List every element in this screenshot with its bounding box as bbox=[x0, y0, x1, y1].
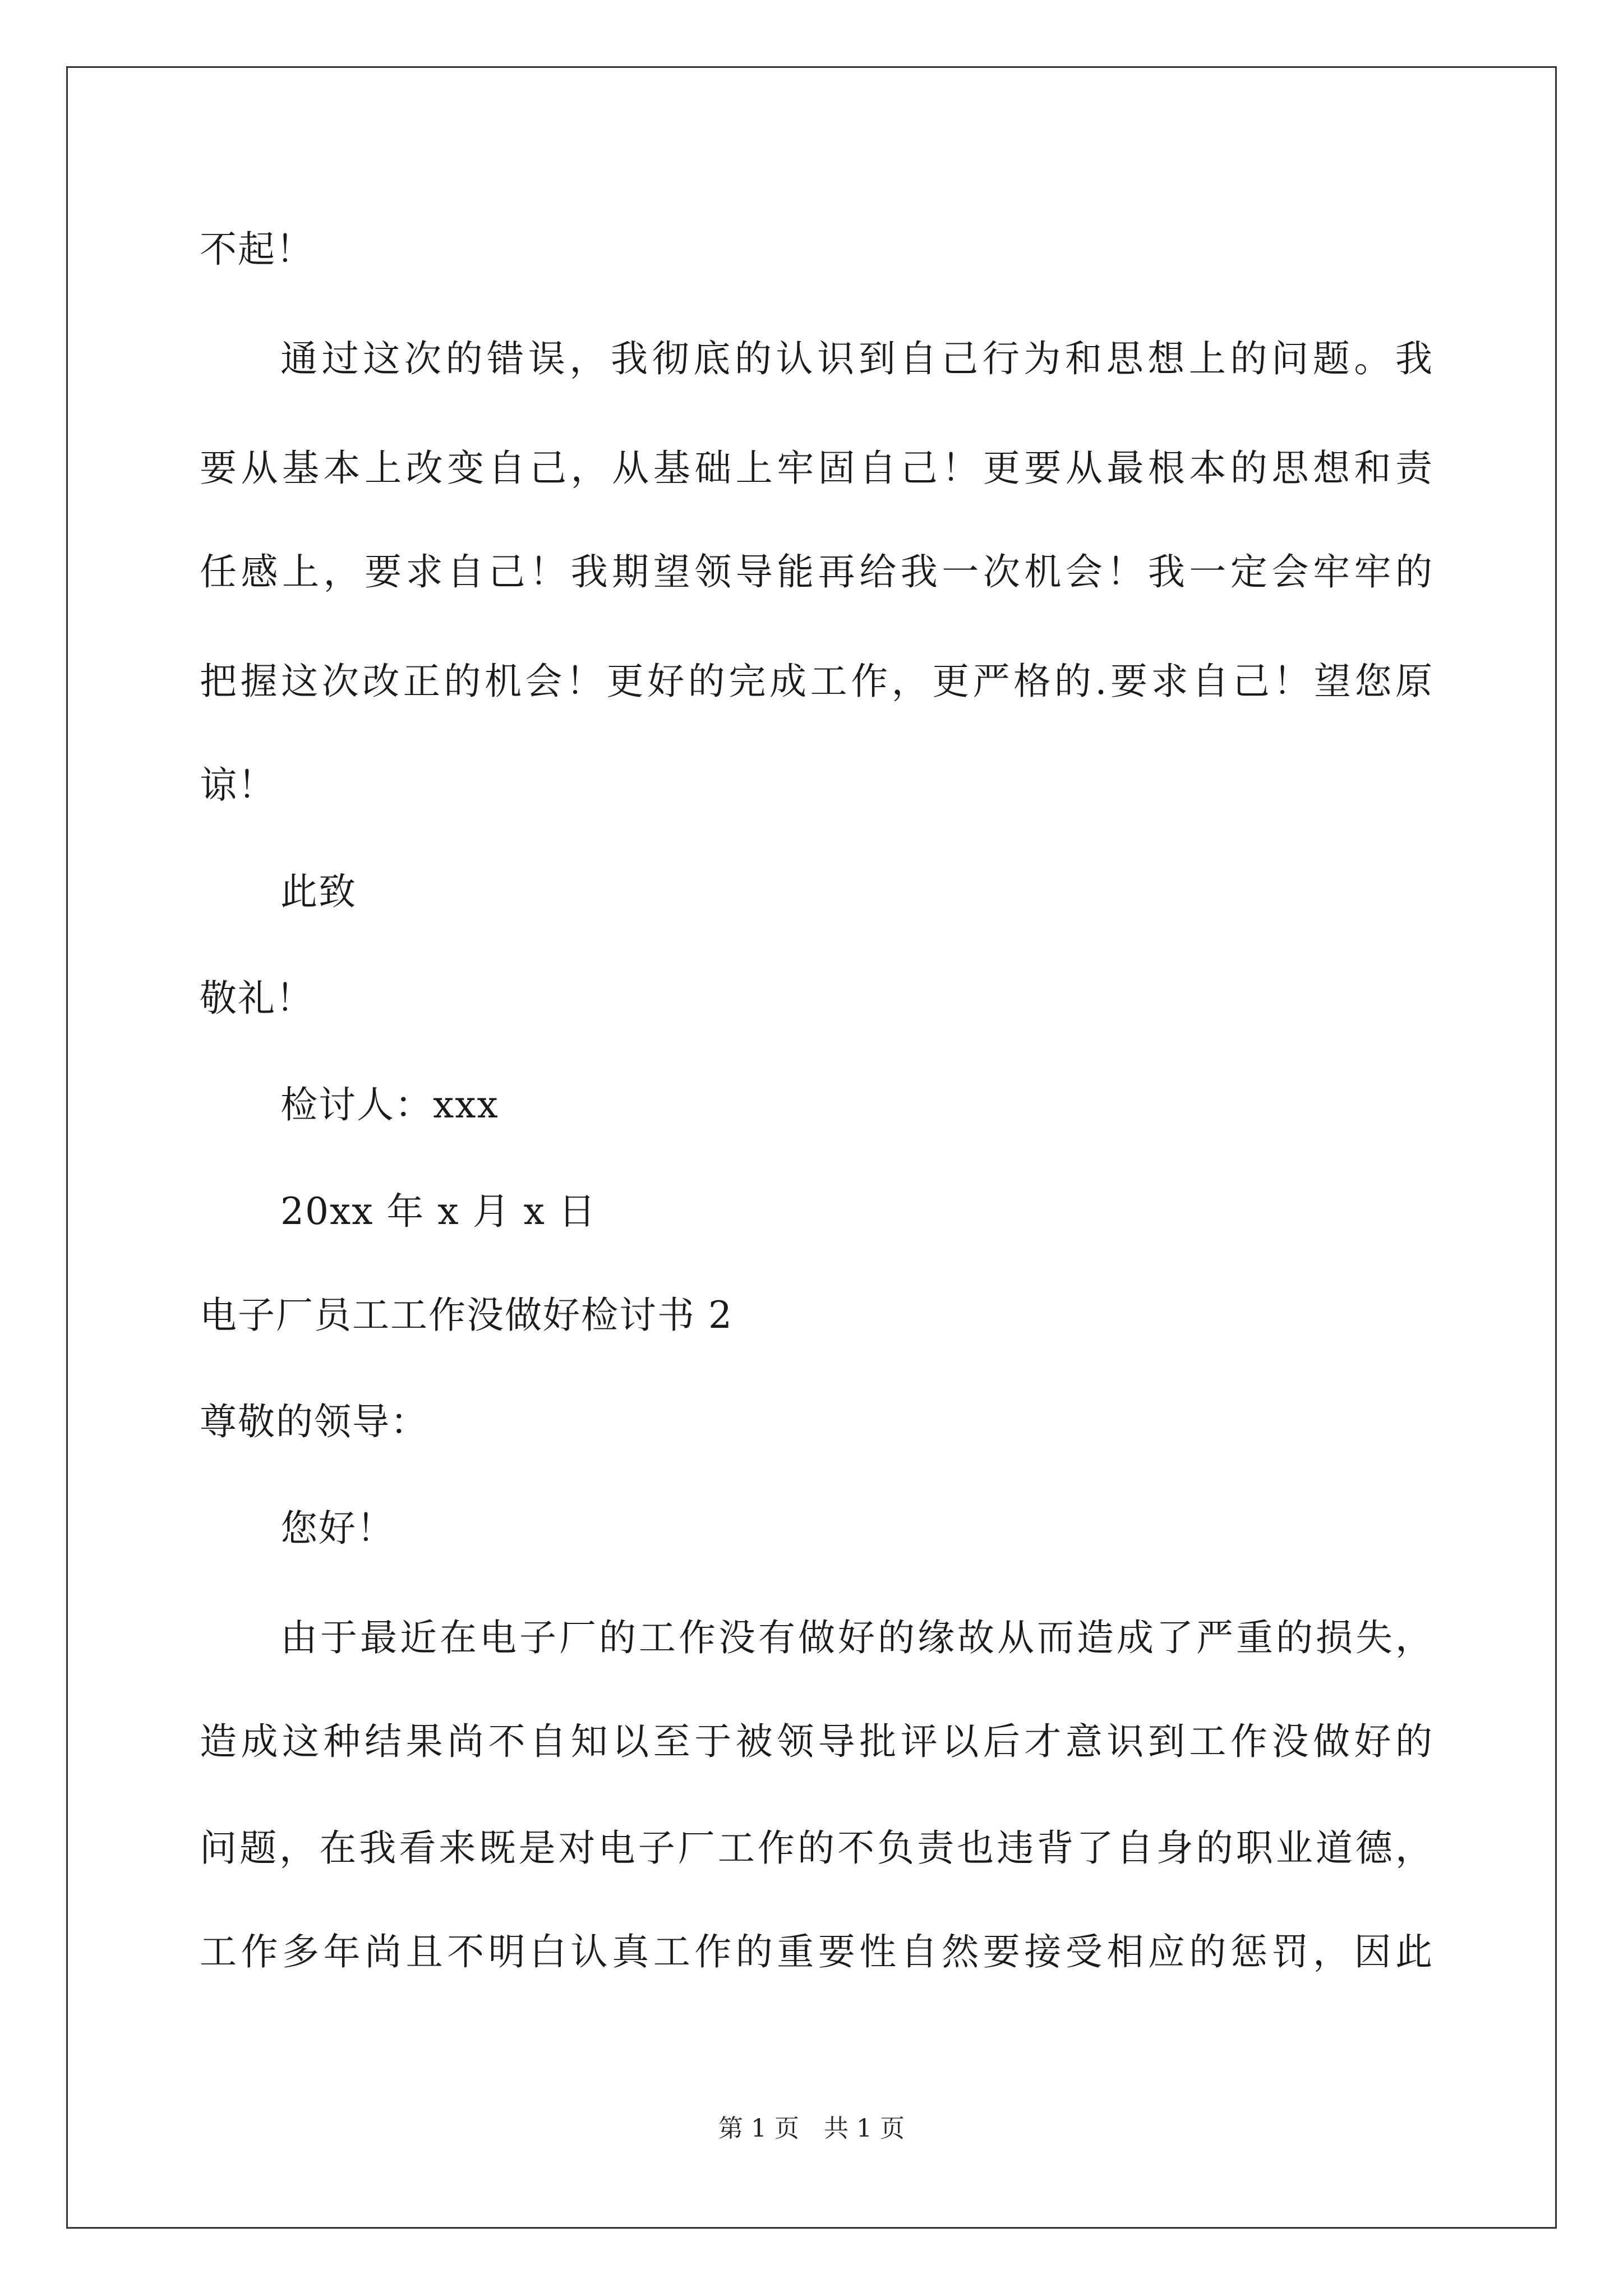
letter-hello: 您好！ bbox=[280, 1507, 395, 1550]
text-line-15: 造成这种结果尚不自知以至于被领导批评以后才意识到工作没做好的 bbox=[200, 1720, 1433, 1763]
text-line-16: 问题，在我看来既是对电子厂工作的不负责也违背了自身的职业道德， bbox=[200, 1826, 1433, 1870]
section-title: 电子厂员工工作没做好检讨书 2 bbox=[200, 1294, 733, 1337]
text-line-14: 由于最近在电子厂的工作没有做好的缘故从而造成了严重的损失， bbox=[280, 1616, 1433, 1659]
text-line-3: 要从基本上改变自己，从基础上牢固自己！更要从最根本的思想和责 bbox=[200, 447, 1433, 490]
text-line-1: 不起！ bbox=[200, 228, 314, 271]
text-line-4: 任感上，要求自己！我期望领导能再给我一次机会！我一定会牢牢的 bbox=[200, 550, 1433, 593]
salutation-closing: 此致 bbox=[280, 870, 357, 913]
page-footer: 第 1 页 共 1 页 bbox=[718, 2114, 905, 2143]
text-line-5: 把握这次改正的机会！更好的完成工作，更严格的.要求自己！望您原 bbox=[200, 660, 1433, 703]
signature-date: 20xx 年 x 月 x 日 bbox=[280, 1190, 597, 1233]
text-line-6: 谅！ bbox=[200, 763, 276, 807]
text-line-2: 通过这次的错误，我彻底的认识到自己行为和思想上的问题。我 bbox=[280, 337, 1433, 380]
letter-greeting: 尊敬的领导： bbox=[200, 1400, 428, 1443]
salutation-regards: 敬礼！ bbox=[200, 977, 314, 1020]
signature-name: 检讨人：xxx bbox=[280, 1083, 499, 1126]
text-line-17: 工作多年尚且不明白认真工作的重要性自然要接受相应的惩罚，因此 bbox=[200, 1930, 1433, 1973]
